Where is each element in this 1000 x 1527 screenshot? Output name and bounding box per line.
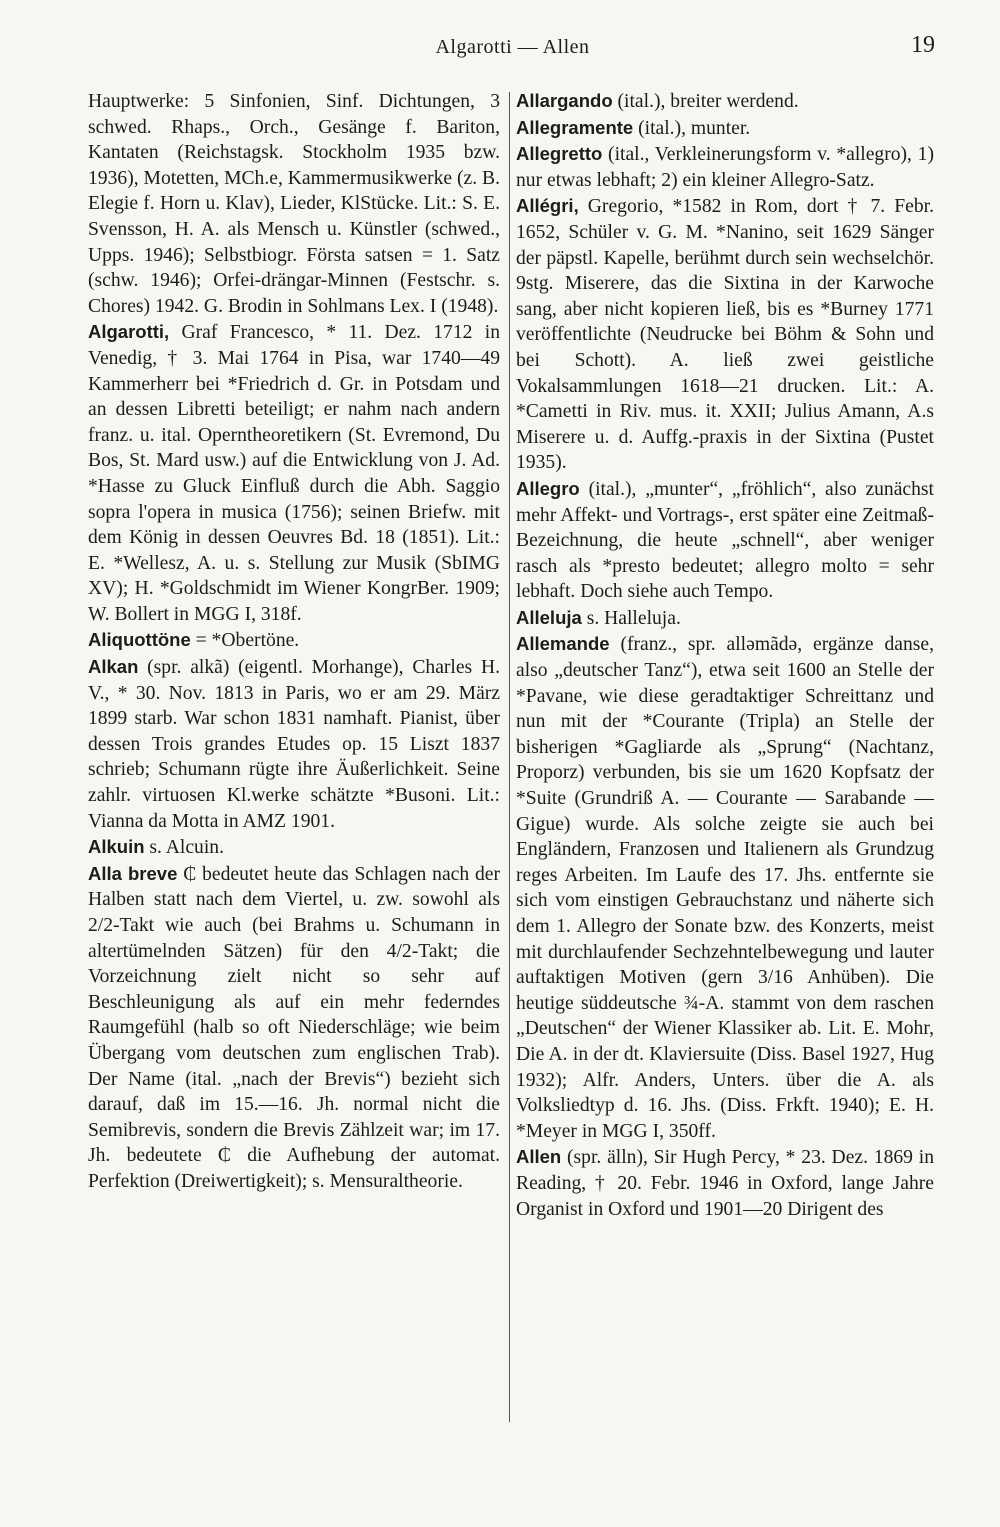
entry-text: s. Alcuin. [144,837,224,859]
entry-headword: Allegro [516,477,580,499]
entry-text: (spr. älln), Sir Hugh Percy, * 23. Dez. 1869 in Reading, † 20. Febr. 1946 in Oxford, lange Jahre Organist in Oxford und 1901—20 Dirigent des [516,1147,934,1220]
entry-alla-breve [88,861,500,1195]
entry-headword: Allemande [516,633,610,655]
page-header [90,32,935,62]
entry-text: Gregorio, *1582 in Rom, dort † 7. Febr. 1652, Schüler v. G. M. *Nanino, seit 1629 Sänger der päpstl. Kapelle, berühmt durch sein wechselchör. 9stg. Miserere, das die Sixtina in der Karwoche sang, aber nicht kopieren ließ, bis es *Burney 1771 veröffentlichte (Neudrucke bei Böhm & Sohn und bei Schott). A. ließ zwei geistliche Vokalsammlungen 1618—21 drucken. Lit.: A. *Cametti in Riv. mus. it. XXII; Julius Amann, A.s Miserere u. d. Auffg.-praxis in der Sixtina (Pustet 1935). [516,196,934,474]
entry-allegri [516,193,934,476]
entry-headword: Aliquottöne [88,629,191,651]
entry-alkuin [88,834,500,861]
entry-aliquottoene [88,627,500,654]
left-column [88,88,500,1195]
entry-text: (spr. alkã) (eigentl. Morhange), Charles H. V., * 30. Nov. 1813 in Paris, wo er am 29. März 1899 starb. War schon 1831 namhaft. Pianist, über dessen Trois grandes Etudes op. 15 Liszt 1837 schrieb; Schumann rügte ihre Äußerlichkeit. Seine zahlr. virtuosen Kl.werke schätzte *Busoni. Lit.: Vianna da Motta in AMZ 1901. [88,657,500,832]
entry-headword: Alkan [88,656,139,678]
entry-headword: Allegramente [516,116,634,138]
entry-text: (ital.), „munter“, „fröhlich“, also zunächst mehr Affekt- und Vortrags-, erst später eine Zeitmaß-Bezeichnung, die heute „schnell“, aber weniger rasch als *presto bedeutet; allegro molto = sehr lebhaft. Doch siehe auch Tempo. [516,478,934,603]
entry-allemande [516,631,934,1144]
entry-allegramente [516,115,934,142]
entry-text: (ital.), munter. [633,117,751,139]
entry-allargando [516,88,934,115]
entry-alkan [88,654,500,834]
entry-algarotti [88,319,500,627]
entry-text: ₵ bedeutet heute das Schlagen nach der Halben statt nach dem Viertel, u. zw. sowohl als 2/2-Takt wie auch (bei Brahms u. Schumann in altertümelnden Sätzen) für den 4/2-Takt; die Vorzeichnung zielt nicht so sehr auf Beschleunigung als auf ein mehr federndes Raumgefühl (halb so oft Niederschläge; wie beim Übergang vom deutschen zum englischen Trab). Der Name (ital. „nach der Brevis“) bezieht sich darauf, daß im 15.—16. Jh. normal nicht die Semibrevis, sondern die Brevis Zählzeit war; im 17. Jh. bedeutete ₵ die Aufhebung der automat. Perfektion (Dreiwertigkeit); s. Mensuraltheorie. [88,863,500,1192]
entry-allegretto [516,141,934,193]
running-head: Algarotti — Allen [435,36,590,58]
entry-alleluja [516,605,934,632]
entry-headword: Algarotti, [88,321,170,343]
entry-text: s. Halleluja. [581,607,681,629]
entry-text: Hauptwerke: 5 Sinfonien, Sinf. Dichtungen, 3 schwed. Rhaps., Orch., Gesänge f. Bariton, Kantaten (Reichstagsk. Stockholm 1935 bzw. 1936), Motetten, MCh.e, Kammermusikwerke (z. B. Elegie f. Horn u. Klav), Lieder, KlStücke. Lit.: S. E. Svensson, H. A. als Mensch u. Künstler (schwed., Upps. 1946); Selbstbiogr. Första satsen = 1. Satz (schw. 1946); Orfei-drängar-Minnen (Festschr. s. Chores) 1942. G. Brodin in Sohlmans Lex. I (1948). [88,91,500,317]
entry-text: (ital.), breiter werdend. [612,91,799,112]
column-divider [509,92,510,1422]
entry-allegro [516,476,934,605]
entry-text: (franz., spr. allǝmãdǝ, ergänze danse, also „deutscher Tanz“), etwa seit 1600 an Stelle der *Pavane, wie diese geradtaktiger Schreittanz und nun mit der *Courante (Tripla) an Stelle der bisherigen *Gagliarde als „Sprung“ (Nachtanz, Proporz) verbunden, bis sie um 1620 Kopfsatz der *Suite (Grundriß A. — Courante — Sarabande — Gigue) wurde. Als solche zeigte sie auch bei Engländern, Franzosen und Italienern als Grundzug reges Arbeiten. Im Laufe des 17. Jhs. entfernte sie sich vom einstigen Gebrauchstanz und näherte sich dem 1. Allegro der Sonate bzw. des Konzerts, meist mit durchlaufender Sechzehntelbewegung und lauter auftaktigen Motiven (gern 3/16 Anhüben). Die heutige süddeutsche ¾-A. stammt von dem raschen „Deutschen“ der Wiener Klassiker ab. Lit. E. Mohr, Die A. in der dt. Klaviersuite (Diss. Basel 1927, Hug 1932); Alfr. Anders, Unters. über die A. als Volksliedtyp d. 16. Jhs. (Diss. Frkft. 1940); E. H. *Meyer in MGG I, 350ff. [516,634,934,1142]
entry-headword: Alkuin [88,836,145,858]
entry-text: (ital., Verkleinerungsform v. *allegro), 1) nur etwas lebhaft; 2) ein kleiner Allegro-Satz. [516,144,934,191]
page-number: 19 [911,32,935,58]
entry-headword: Alla breve [88,862,178,884]
entry-hauptwerke-continuation [88,88,500,319]
right-column [516,88,934,1222]
entry-headword: Allen [516,1146,562,1168]
entry-headword: Allegretto [516,143,603,165]
entry-text: Graf Francesco, * 11. Dez. 1712 in Venedig, † 3. Mai 1764 in Pisa, war 1740—49 Kammerherr bei *Friedrich d. Gr. in Potsdam und an dessen Libretti beteiligt; er nahm nach andern franz. u. ital. Operntheoretikern (St. Evremond, Du Bos, St. Mard usw.) auf die Entwicklung von J. Ad. *Hasse zu Gluck Einfluß durch die Abh. Saggio sopra l'opera in musica (1756); seinen Briefw. mit dem König in dessen Oeuvres Bd. 18 (1851). Lit.: E. *Wellesz, A. u. s. Stellung zur Musik (SbIMG XV); H. *Goldschmidt im Wiener KongrBer. 1909; W. Bollert in MGG I, 318f. [88,322,500,625]
entry-headword: Allargando [516,90,613,111]
entry-text: = *Obertöne. [190,630,300,652]
entry-headword: Alleluja [516,606,582,628]
entry-headword: Allégri, [516,195,579,217]
entry-allen [516,1144,934,1222]
